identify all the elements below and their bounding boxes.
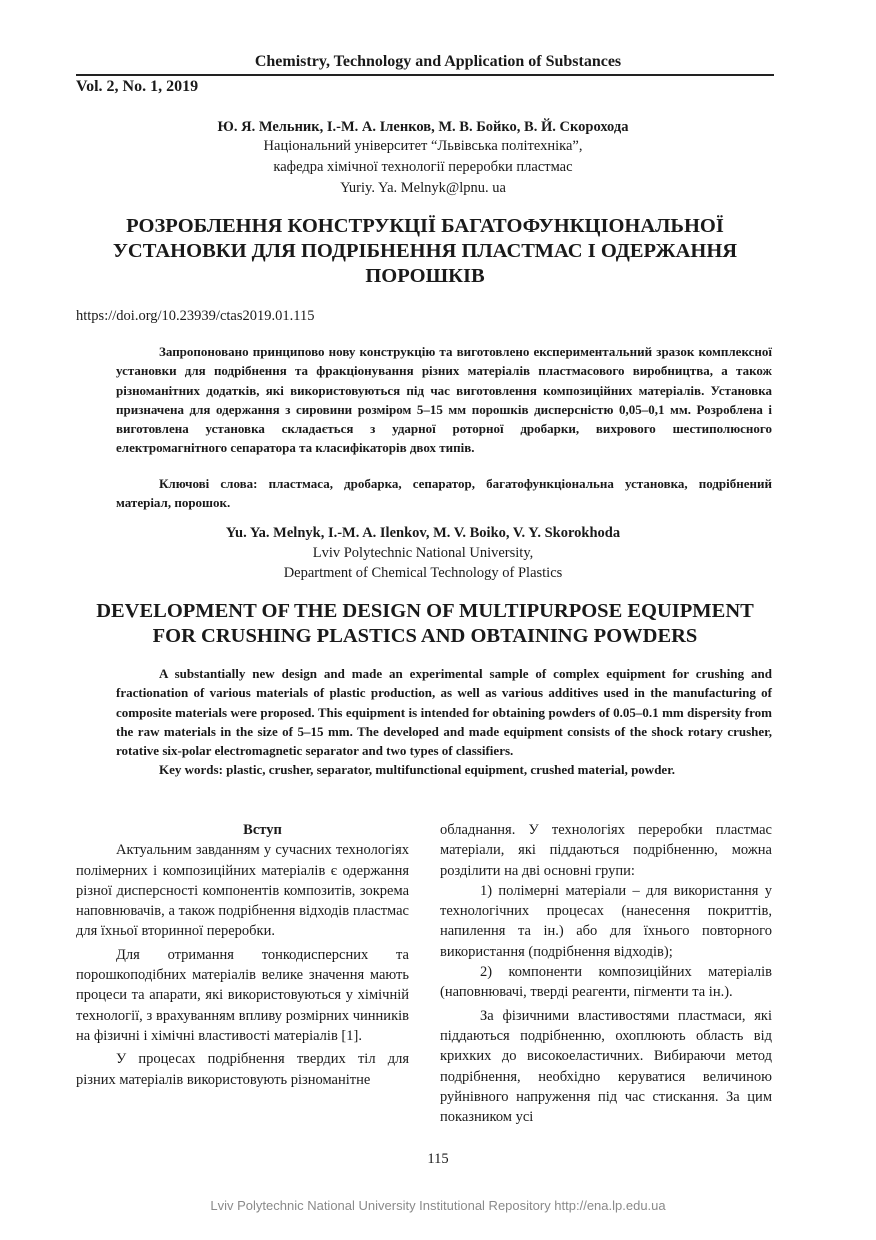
journal-title: Chemistry, Technology and Application of Substances: [254, 53, 622, 70]
en-authors: Yu. Ya. Melnyk, I.-M. A. Ilenkov, M. V. Boiko, V. Y. Skorokhoda: [225, 525, 621, 541]
page-number: 115: [427, 1151, 449, 1167]
body-paragraph: За фізичними властивостями пластмаси, які піддаються подрібненню, охоплюють область від крихких до високоеластичних. Вибираючи метод подрібнення, необхідно керуватися величиною руйнівного напруження під час стискання. За цим показником усі: [440, 1007, 772, 1126]
body-list-item: 2) компоненти композиційних матеріалів (наповнювачі, тверді реагенти, пігменти та ін.).: [440, 964, 772, 1001]
en-paper-title: DEVELOPMENT OF THE DESIGN OF MULTIPURPOSE EQUIPMENT FOR CRUSHING PLASTICS AND OBTAINING POWDERS: [96, 600, 754, 647]
ua-authors: Ю. Я. Мельник, І.-М. А. Іленков, М. В. Бойко, В. Й. Скорохода: [217, 119, 629, 135]
ua-affiliation-email: Yuriy. Ya. Melnyk@lpnu. ua: [340, 180, 506, 196]
body-paragraph: обладнання. У технологіях переробки пластмас матеріали, які піддаються подрібненню, можна розділити на дві основні групи:: [440, 822, 772, 879]
section-title-introduction: Вступ: [243, 822, 282, 838]
ua-affiliation-university: Національний університет “Львівська політехніка”,: [263, 138, 583, 154]
body-list-item: 1) полімерні матеріали – для використання у технологічних процесах (нанесення покриттів, напилення та ін.) або для їхнього повторного використання (подрібнення відходів);: [440, 882, 772, 960]
ua-keywords-text: Ключові слова: пластмаса, дробарка, сепаратор, багатофункціональна установка, подрібнений матеріал, порошок.: [116, 476, 772, 511]
ua-paper-title: РОЗРОБЛЕННЯ КОНСТРУКЦІЇ БАГАТОФУНКЦІОНАЛЬНОЇ УСТАНОВКИ ДЛЯ ПОДРІБНЕННЯ ПЛАСТМАС І ОДЕРЖАННЯ ПОРОШКІВ: [112, 215, 738, 287]
en-affiliation-university: Lviv Polytechnic National University,: [312, 545, 534, 561]
header-rule: [76, 74, 774, 76]
ua-affiliation-department: кафедра хімічної технології переробки пластмас: [273, 159, 573, 175]
en-abstract-text: A substantially new design and made an experimental sample of complex equipment for crushing and fractionation of various materials of plastic production, as well as various additives used in the manufacturing of composite materials were proposed. This equipment is intended for obtaining powders of 0.05–0.1 mm dispersity from the raw materials in the size of 5–15 mm. The developed and made equipment consists of the shock rotary crusher, rotative six-polar electromagnetic separator and two types of classifiers.: [116, 666, 772, 759]
body-left-column: [76, 820, 409, 1090]
volume-issue: Vol. 2, No. 1, 2019: [76, 78, 199, 95]
body-paragraph: Для отримання тонкодисперсних та порошкоподібних матеріалів велике значення мають процеси та апарати, які використовуються у хімічній технології, з врахуванням впливу розмірних чинників на фізичні і хімічні властивості матеріалів [1].: [76, 946, 409, 1044]
repository-footer: Lviv Polytechnic National University Institutional Repository http://ena.lp.edu.ua: [210, 1198, 666, 1213]
body-right-column: [440, 820, 772, 1127]
ua-abstract-text: Запропоновано принципово нову конструкцію та виготовлено експериментальний зразок комплексної установки для подрібнення та фракціонування різних матеріалів пластмасового виробництва, а також різноманітних додатків, які використовуються під час виготовлення композиційних матеріалів. Установка призначена для одержання з сировини розміром 5–15 мм порошків дисперсністю 0,05–0,1 мм. Розроблена і виготовлена установка складається з ударної роторної дробарки, вихрового шестиполюсного електромагнітного сепаратора та класифікаторів двох типів.: [116, 344, 772, 456]
en-affiliation-department: Department of Chemical Technology of Plastics: [283, 565, 563, 581]
doi-link[interactable]: https://doi.org/10.23939/ctas2019.01.115: [76, 308, 315, 324]
en-abstract: [116, 664, 772, 780]
ua-keywords: [116, 474, 772, 513]
en-keywords-text: Key words: plastic, crusher, separator, multifunctional equipment, crushed material, powder.: [159, 762, 676, 778]
ua-abstract: [116, 342, 772, 458]
body-paragraph: Актуальним завданням у сучасних технологіях полімерних і композиційних матеріалів є одержання різної дисперсності компонентів композитів, зокрема наповнювачів, а також подрібнення відходів пластмас для їхньої вторинної переробки.: [76, 842, 409, 940]
body-paragraph: У процесах подрібнення твердих тіл для різних матеріалів використовують різноманітне: [76, 1051, 409, 1088]
